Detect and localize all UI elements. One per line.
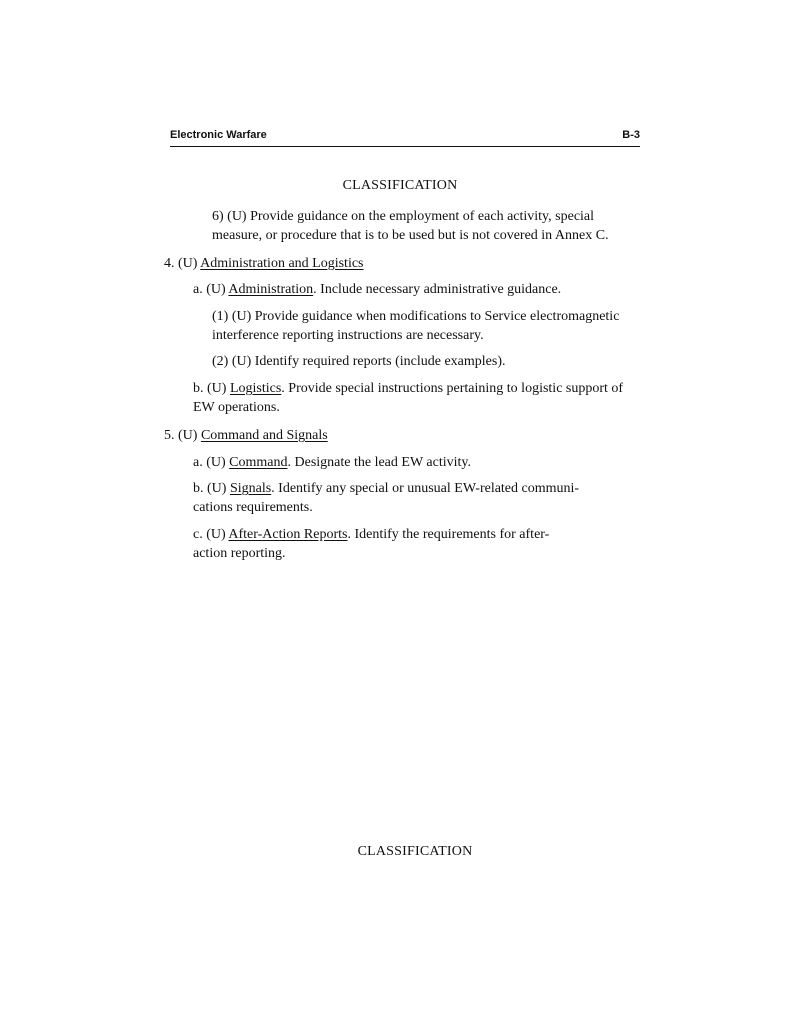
item-6-line-2: measure, or procedure that is to be used but is not covered in Annex C.: [212, 228, 609, 243]
para-5a-heading: Command: [229, 455, 288, 470]
para-4b-line-2: EW operations.: [193, 400, 280, 415]
para-5b-prefix: b. (U): [193, 481, 230, 496]
section-5-title: Command and Signals: [200, 428, 328, 443]
para-4a1-line-2: interference reporting instructions are necessary.: [212, 328, 484, 343]
section-5-heading: [164, 426, 328, 445]
para-4a2-line-1: (2) (U) Identify required reports (include examples).: [212, 354, 506, 369]
para-5c-prefix: c. (U): [193, 527, 229, 542]
classification-marking-bottom: CLASSIFICATION: [357, 844, 473, 859]
para-5b-line-2: cations requirements.: [193, 500, 313, 515]
paragraph-item-6: [212, 207, 609, 245]
item-6-line-1: 6) (U) Provide guidance on the employment of each activity, special: [212, 209, 595, 224]
para-5b-heading: Signals: [229, 481, 272, 496]
para-4a-heading: Administration: [228, 282, 314, 297]
para-5b-text: . Identify any special or unusual EW-related communi-: [271, 481, 580, 496]
header-title: Electronic Warfare: [170, 129, 267, 141]
paragraph-5a: [193, 453, 471, 472]
running-header: [170, 128, 640, 147]
classification-marking-top: CLASSIFICATION: [342, 178, 458, 193]
para-4b-heading: Logistics: [229, 381, 282, 396]
para-4a-prefix: a. (U): [193, 282, 229, 297]
header-page-number: B-3: [622, 129, 640, 141]
para-4b-text: . Provide special instructions pertaining to logistic support of: [281, 381, 624, 396]
paragraph-4b: [193, 379, 623, 417]
section-4-heading: [164, 254, 364, 273]
para-5c-text: . Identify the requirements for after-: [347, 527, 550, 542]
paragraph-5b: [193, 479, 579, 517]
paragraph-4a: [193, 280, 561, 299]
para-5c-heading: After-Action Reports: [228, 527, 348, 542]
paragraph-4a-1: [212, 307, 619, 345]
para-4a-text: . Include necessary administrative guidance.: [313, 282, 562, 297]
paragraph-5c: [193, 525, 549, 563]
para-4b-prefix: b. (U): [193, 381, 230, 396]
para-5a-text: . Designate the lead EW activity.: [287, 455, 471, 470]
para-5c-line-2: action reporting.: [193, 546, 286, 561]
section-4-prefix: 4. (U): [164, 256, 201, 271]
section-5-prefix: 5. (U): [164, 428, 201, 443]
para-5a-prefix: a. (U): [193, 455, 230, 470]
para-4a1-line-1: (1) (U) Provide guidance when modifications to Service electromagnetic: [212, 309, 620, 324]
section-4-title: Administration and Logistics: [200, 256, 364, 271]
paragraph-4a-2: [212, 352, 506, 371]
